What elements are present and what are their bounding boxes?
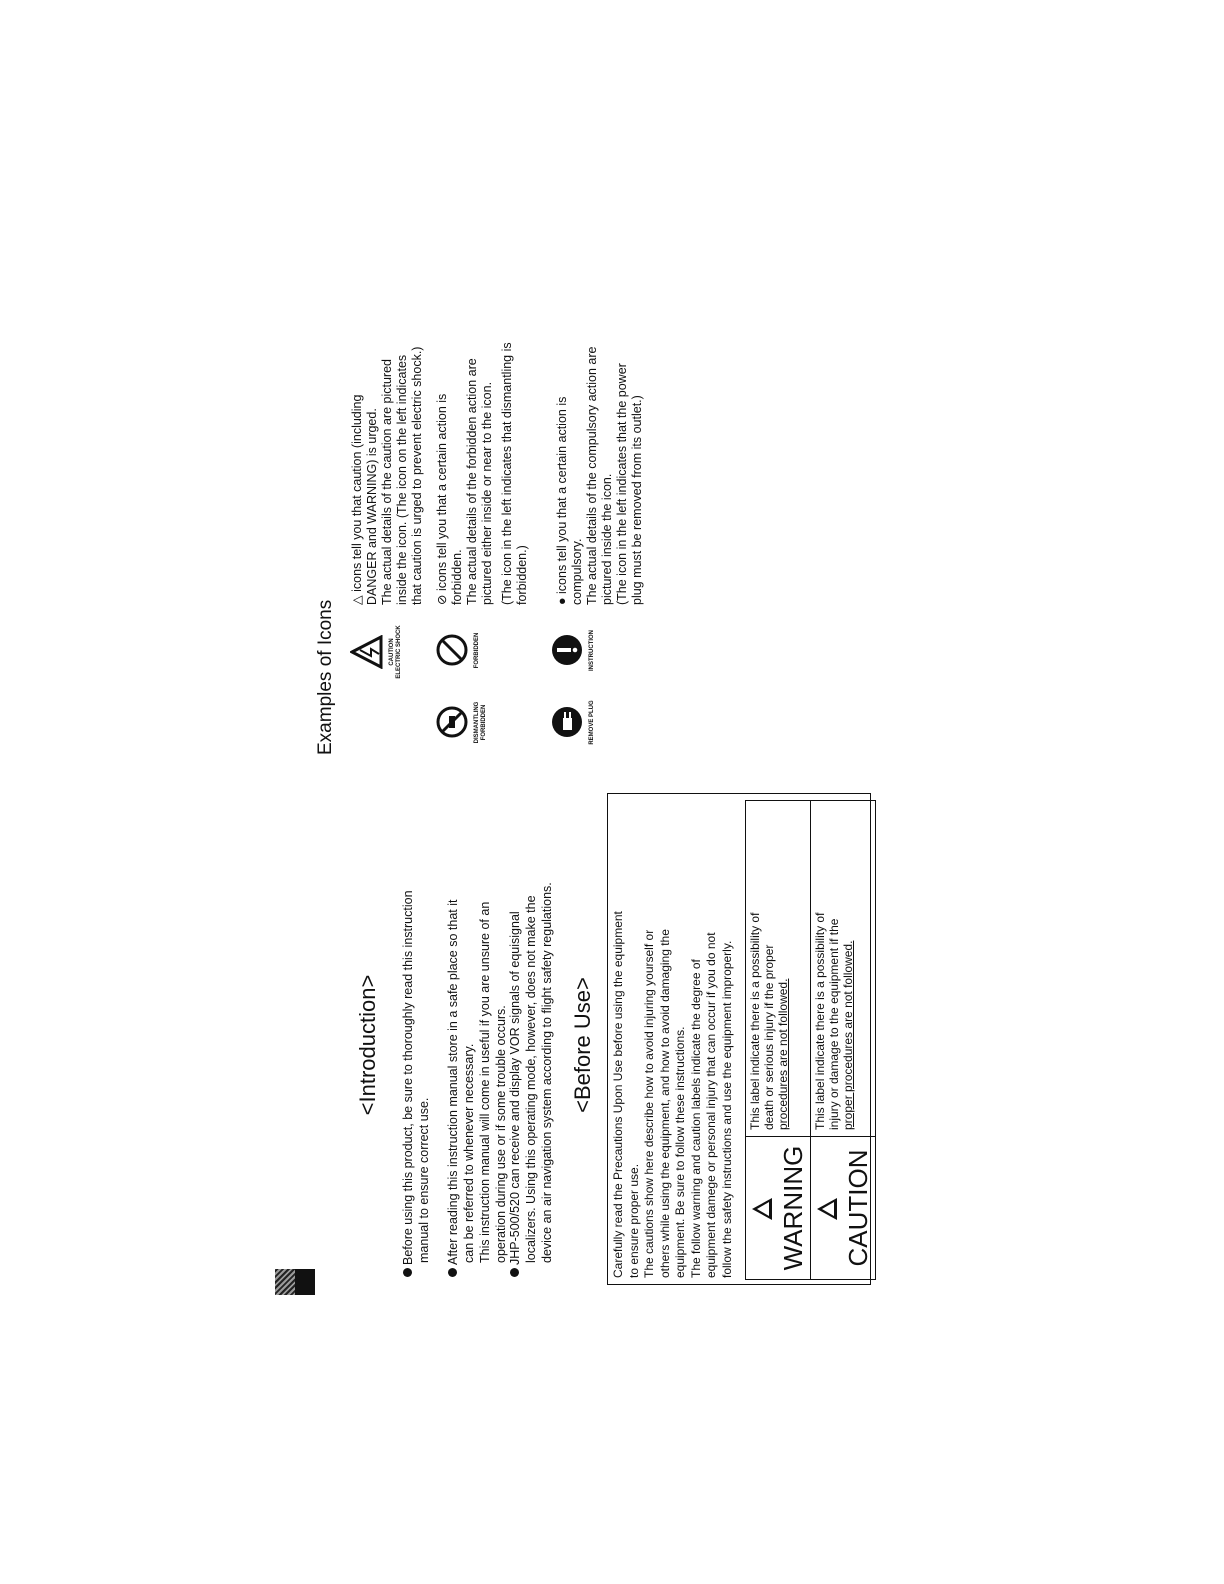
caution-electric-shock-icon: CAUTION ELECTRIC SHOCK (350, 617, 403, 687)
dismantling-forbidden-icon: DISMANTLING FORBIDDEN (435, 690, 488, 755)
warning-triangle-icon (752, 1198, 772, 1220)
compulsory-icon-description: ● icons tell you that a certain action is compulsory. The actual details of the compulsory action are pictured inside the icon. (The icon in the left indicates that the power plug must be removed from its outlet.) (555, 346, 644, 605)
intro-bullet-3: JHP-500/520 can receive and display VOR signals of equisignal localizers. Using this operating mode, however, does not make the device an air navigation system according to flight safety regulations. (507, 797, 555, 1277)
page-content (275, 295, 875, 1295)
intro-bullet-1: Before using this product, be sure to thoroughly read this instruction manual to ensure correct use. (400, 797, 432, 1277)
caution-description: This label indicate there is a possibility of injury or damage to the equipment if the proper procedures are not followed. (811, 801, 876, 1137)
caution-label: CAUTION (811, 1137, 876, 1280)
dismantle-icon-description: (The icon in the left indicates that dismantling is forbidden.) (500, 342, 529, 605)
warning-label: WARNING (746, 1137, 811, 1280)
caution-icon-description: △ icons tell you that caution (including DANGER and WARNING) is urged. The actual details of the caution are pictured inside the icon. (The icon on the left indicates that caution is urged to prevent electric shock.) (350, 346, 424, 605)
intro-bullet-2: After reading this instruction manual store in a safe place so that it can be referred to whenever necessary. This instruction manual will come in useful if you are unsure of an operation during use or if some trouble occurs. (445, 797, 509, 1277)
bullet-dot-icon (448, 1268, 457, 1277)
before-use-text: Carefully read the Precautions Upon Use before using the equipment to ensure proper use. The cautions show here describe how to avoid injuring yourself or others while using the equipment, and how to avoid damaging the equipment. Be sure to follow these instructions. The follow warning and caution labels indicate the degree of equipment damege or personal injury that can occur if you do not follow the safety instructions and use the equipment improperly. (611, 911, 734, 1278)
forbidden-icon: FORBIDDEN (435, 618, 481, 683)
introduction-title: <Introduction> (355, 974, 380, 1116)
warning-description: This label indicate there is a possibility of death or serious injury if the proper procedures are not followed. (746, 801, 811, 1137)
table-row (811, 801, 876, 1280)
caution-triangle-icon (817, 1198, 837, 1220)
label-table (745, 800, 876, 1280)
instruction-icon: INSTRUCTION (550, 618, 596, 683)
forbidden-icon-description: ⊘ icons tell you that a certain action is forbidden. The actual details of the forbidden action are pictured either inside or near to the icon. (435, 358, 494, 605)
rotated-page (275, 295, 875, 1295)
icons-title: Examples of Icons (315, 599, 336, 755)
before-use-box (607, 793, 871, 1285)
before-use-title: <Before Use> (570, 977, 595, 1113)
bullet-dot-icon (403, 1268, 412, 1277)
table-row (746, 801, 811, 1280)
remove-plug-icon: REMOVE PLUG (550, 690, 596, 755)
corner-mark (275, 1269, 315, 1295)
bullet-dot-icon (510, 1268, 519, 1277)
